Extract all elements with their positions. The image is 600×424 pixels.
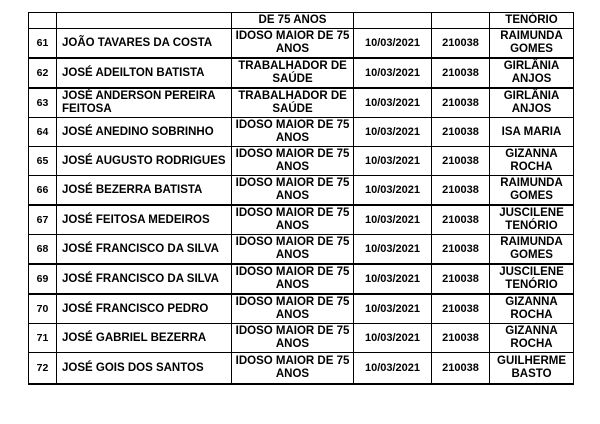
cell-number: 66 <box>29 176 57 206</box>
cell-vaccinator: GUILHERME BASTO <box>490 353 574 385</box>
cell-lot: 210038 <box>432 58 490 88</box>
cell-vaccinator: RAIMUNDA GOMES <box>490 176 574 206</box>
cell-date: 10/03/2021 <box>354 147 432 176</box>
cell-name: JOSÉ AUGUSTO RODRIGUES <box>57 147 232 176</box>
cell-lot: 210038 <box>432 205 490 235</box>
cell-lot: 210038 <box>432 29 490 59</box>
cell-number: 61 <box>29 29 57 59</box>
cell-name: JOSÉ ANEDINO SOBRINHO <box>57 118 232 147</box>
cell-lot: 210038 <box>432 235 490 265</box>
table-row-continuation <box>29 13 574 29</box>
table-row <box>29 294 574 324</box>
cell-date: 10/03/2021 <box>354 294 432 324</box>
cell-vaccinator: GIZANNA ROCHA <box>490 147 574 176</box>
cell-name: JOSÉ BEZERRA BATISTA <box>57 176 232 206</box>
cell-number <box>29 13 57 29</box>
cell-vaccinator: GIRLÂNIA ANJOS <box>490 58 574 88</box>
cell-name: JOSÉ FEITOSA MEDEIROS <box>57 205 232 235</box>
cell-lot: 210038 <box>432 88 490 118</box>
cell-number: 67 <box>29 205 57 235</box>
cell-date: 10/03/2021 <box>354 353 432 385</box>
table-row <box>29 176 574 206</box>
cell-category: TRABALHADOR DE SAÚDE <box>232 58 354 88</box>
cell-category: IDOSO MAIOR DE 75 ANOS <box>232 147 354 176</box>
cell-date: 10/03/2021 <box>354 118 432 147</box>
cell-category: IDOSO MAIOR DE 75 ANOS <box>232 235 354 265</box>
cell-category: DE 75 ANOS <box>232 13 354 29</box>
table-row <box>29 118 574 147</box>
cell-vaccinator: JUSCILENE TENÓRIO <box>490 205 574 235</box>
cell-number: 71 <box>29 324 57 353</box>
cell-category: IDOSO MAIOR DE 75 ANOS <box>232 176 354 206</box>
cell-category: IDOSO MAIOR DE 75 ANOS <box>232 324 354 353</box>
table-row <box>29 29 574 59</box>
table-row <box>29 147 574 176</box>
cell-date <box>354 13 432 29</box>
cell-name: JOSÉ FRANCISCO DA SILVA <box>57 264 232 294</box>
cell-vaccinator: GIRLÂNIA ANJOS <box>490 88 574 118</box>
table-row <box>29 324 574 353</box>
cell-name: JOSÉ GOIS DOS SANTOS <box>57 353 232 385</box>
cell-lot: 210038 <box>432 353 490 385</box>
cell-number: 69 <box>29 264 57 294</box>
cell-vaccinator: GIZANNA ROCHA <box>490 324 574 353</box>
cell-category: IDOSO MAIOR DE 75 ANOS <box>232 264 354 294</box>
cell-category: TRABALHADOR DE SAÚDE <box>232 88 354 118</box>
cell-date: 10/03/2021 <box>354 264 432 294</box>
cell-date: 10/03/2021 <box>354 176 432 206</box>
cell-vaccinator: ISA MARIA <box>490 118 574 147</box>
table-row <box>29 353 574 385</box>
cell-category: IDOSO MAIOR DE 75 ANOS <box>232 29 354 59</box>
cell-vaccinator: RAIMUNDA GOMES <box>490 29 574 59</box>
cell-date: 10/03/2021 <box>354 235 432 265</box>
table-row <box>29 58 574 88</box>
cell-date: 10/03/2021 <box>354 29 432 59</box>
cell-number: 65 <box>29 147 57 176</box>
cell-name: JOSÉ ADEILTON BATISTA <box>57 58 232 88</box>
cell-category: IDOSO MAIOR DE 75 ANOS <box>232 294 354 324</box>
cell-name: JOSÉ FRANCISCO DA SILVA <box>57 235 232 265</box>
vaccination-table <box>28 12 574 385</box>
cell-vaccinator: JUSCILENE TENÓRIO <box>490 264 574 294</box>
cell-lot: 210038 <box>432 324 490 353</box>
cell-name: JOÃO TAVARES DA COSTA <box>57 29 232 59</box>
cell-name: JOSÉ GABRIEL BEZERRA <box>57 324 232 353</box>
cell-lot: 210038 <box>432 176 490 206</box>
table-row <box>29 264 574 294</box>
cell-vaccinator: GIZANNA ROCHA <box>490 294 574 324</box>
cell-lot <box>432 13 490 29</box>
cell-date: 10/03/2021 <box>354 205 432 235</box>
cell-number: 62 <box>29 58 57 88</box>
cell-number: 68 <box>29 235 57 265</box>
cell-lot: 210038 <box>432 118 490 147</box>
cell-lot: 210038 <box>432 147 490 176</box>
cell-number: 63 <box>29 88 57 118</box>
cell-number: 70 <box>29 294 57 324</box>
cell-lot: 210038 <box>432 264 490 294</box>
cell-vaccinator: RAIMUNDA GOMES <box>490 235 574 265</box>
table-row <box>29 205 574 235</box>
table-row <box>29 235 574 265</box>
cell-name: JOSÉ FRANCISCO PEDRO <box>57 294 232 324</box>
cell-category: IDOSO MAIOR DE 75 ANOS <box>232 205 354 235</box>
cell-category: IDOSO MAIOR DE 75 ANOS <box>232 353 354 385</box>
cell-vaccinator: TENÓRIO <box>490 13 574 29</box>
cell-name: JOSÉ ANDERSON PEREIRA FEITOSA <box>57 88 232 118</box>
cell-category: IDOSO MAIOR DE 75 ANOS <box>232 118 354 147</box>
cell-date: 10/03/2021 <box>354 88 432 118</box>
cell-name <box>57 13 232 29</box>
cell-date: 10/03/2021 <box>354 58 432 88</box>
cell-number: 64 <box>29 118 57 147</box>
cell-date: 10/03/2021 <box>354 324 432 353</box>
cell-lot: 210038 <box>432 294 490 324</box>
table-row <box>29 88 574 118</box>
cell-number: 72 <box>29 353 57 385</box>
